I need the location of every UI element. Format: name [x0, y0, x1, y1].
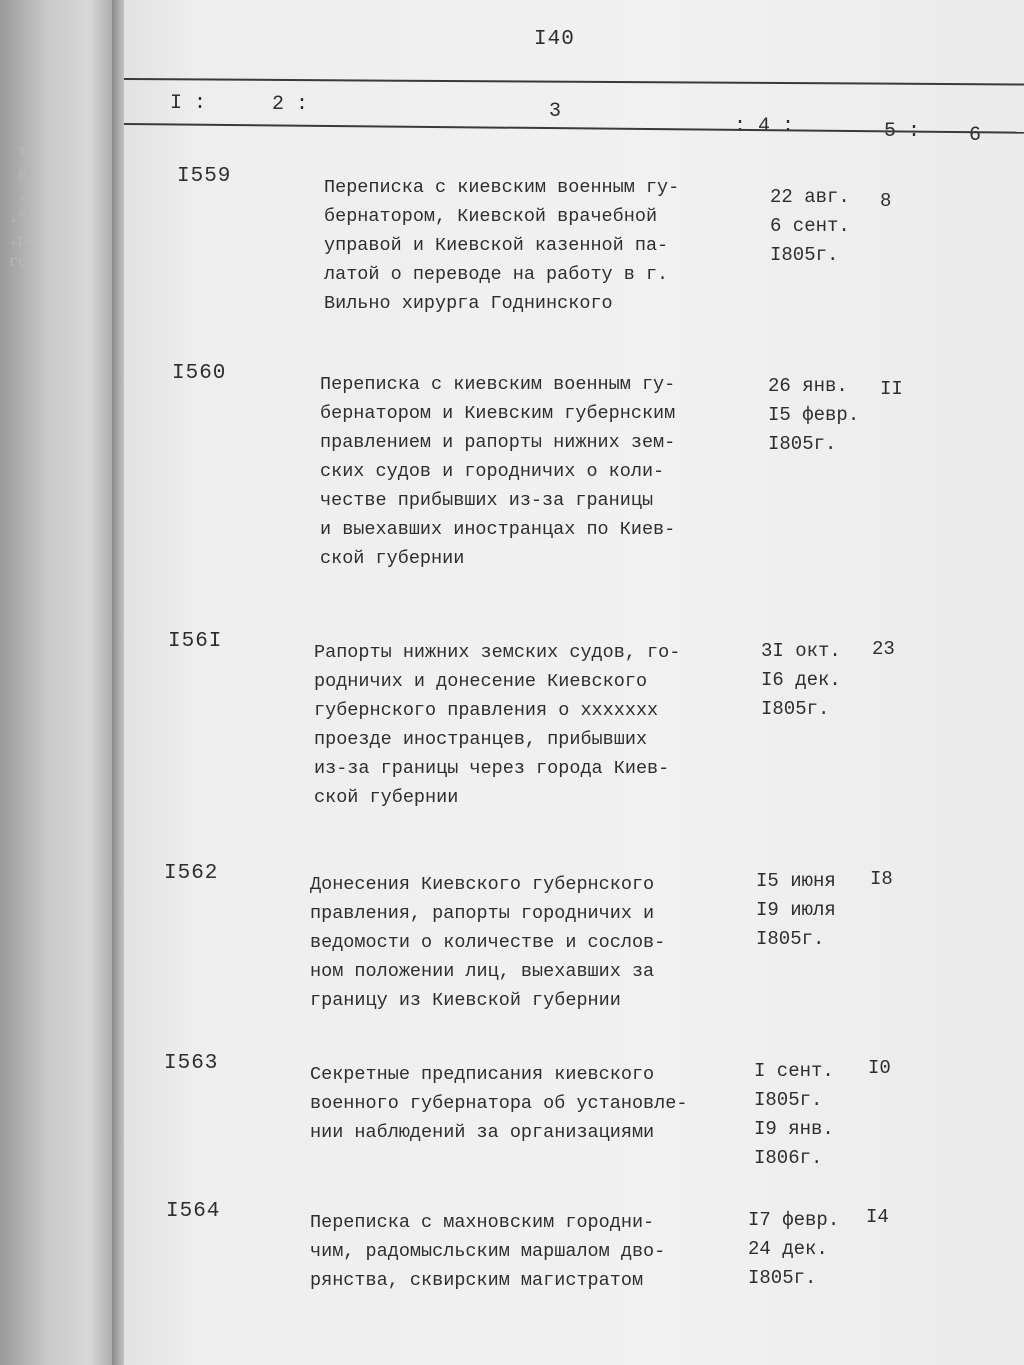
- entry-description: Секретные предписания киевского военного губернатора об установле- нии наблюдений за организациями: [310, 1064, 688, 1143]
- header-col-6: 6: [969, 124, 982, 147]
- entry-number: I559: [177, 165, 232, 188]
- entry-sheet-count: 8: [880, 190, 892, 212]
- entry-number: I562: [164, 862, 219, 885]
- entry-sheet-count: I8: [870, 868, 893, 890]
- entry-sheet-count: 23: [872, 638, 895, 660]
- facing-page-bleed-text: : тг ва .т ." .рж гс: [9, 122, 37, 271]
- header-col-4: : 4 :: [734, 115, 795, 138]
- entry-dates: 26 янв. I5 февр. I805г.: [768, 375, 860, 455]
- facing-page-edge: [0, 0, 120, 1365]
- entry-number: I564: [166, 1200, 221, 1223]
- entry-dates: 3I окт. I6 дек. I805г.: [761, 640, 841, 720]
- entry-sheet-count: II: [880, 378, 903, 400]
- header-col-3: 3: [549, 100, 562, 123]
- entry-number: I560: [172, 362, 227, 385]
- header-col-5: 5 :: [884, 120, 921, 143]
- header-top-rule: [124, 78, 1024, 85]
- entry-dates: I7 февр. 24 дек. I805г.: [748, 1209, 840, 1289]
- entry-number: I56I: [168, 630, 223, 653]
- entry-description: Переписка с махновским городни- чим, радомысльским маршалом дво- рянства, сквирским магистратом: [310, 1212, 666, 1291]
- entry-description: Переписка с киевским военным гу- бернатором, Киевской врачебной управой и Киевской казенной па- латой о переводе на работу в г. Вильно хирурга Годнинского: [324, 177, 680, 314]
- entry-sheet-count: I0: [868, 1057, 891, 1079]
- entry-dates: I5 июня I9 июля I805г.: [756, 870, 836, 950]
- page-number: I40: [534, 28, 575, 51]
- entry-description: Донесения Киевского губернского правления, рапорты городничих и ведомости о количестве и сослов- ном положении лиц, выехавших за границу из Киевской губернии: [310, 874, 666, 1011]
- header-col-2: 2 :: [272, 93, 309, 116]
- document-page: [124, 0, 1024, 1365]
- entry-description: Переписка с киевским военным гу- бернатором и Киевским губернским правлением и рапорты нижних зем- ских судов и городничих о коли- честве прибывших из-за границы и выехавших иностранцах по Киев- ской губернии: [320, 374, 676, 569]
- entry-sheet-count: I4: [866, 1206, 889, 1228]
- entry-dates: 22 авг. 6 сент. I805г.: [770, 186, 850, 266]
- entry-number: I563: [164, 1052, 219, 1075]
- entry-dates: I сент. I805г. I9 янв. I806г.: [754, 1060, 834, 1169]
- header-col-1: I :: [170, 92, 207, 115]
- entry-description: Рапорты нижних земских судов, го- родничих и донесение Киевского губернского правления о ххххххх проезде иностранцев, прибывших из-за границы через города Киев- ской губернии: [314, 642, 681, 808]
